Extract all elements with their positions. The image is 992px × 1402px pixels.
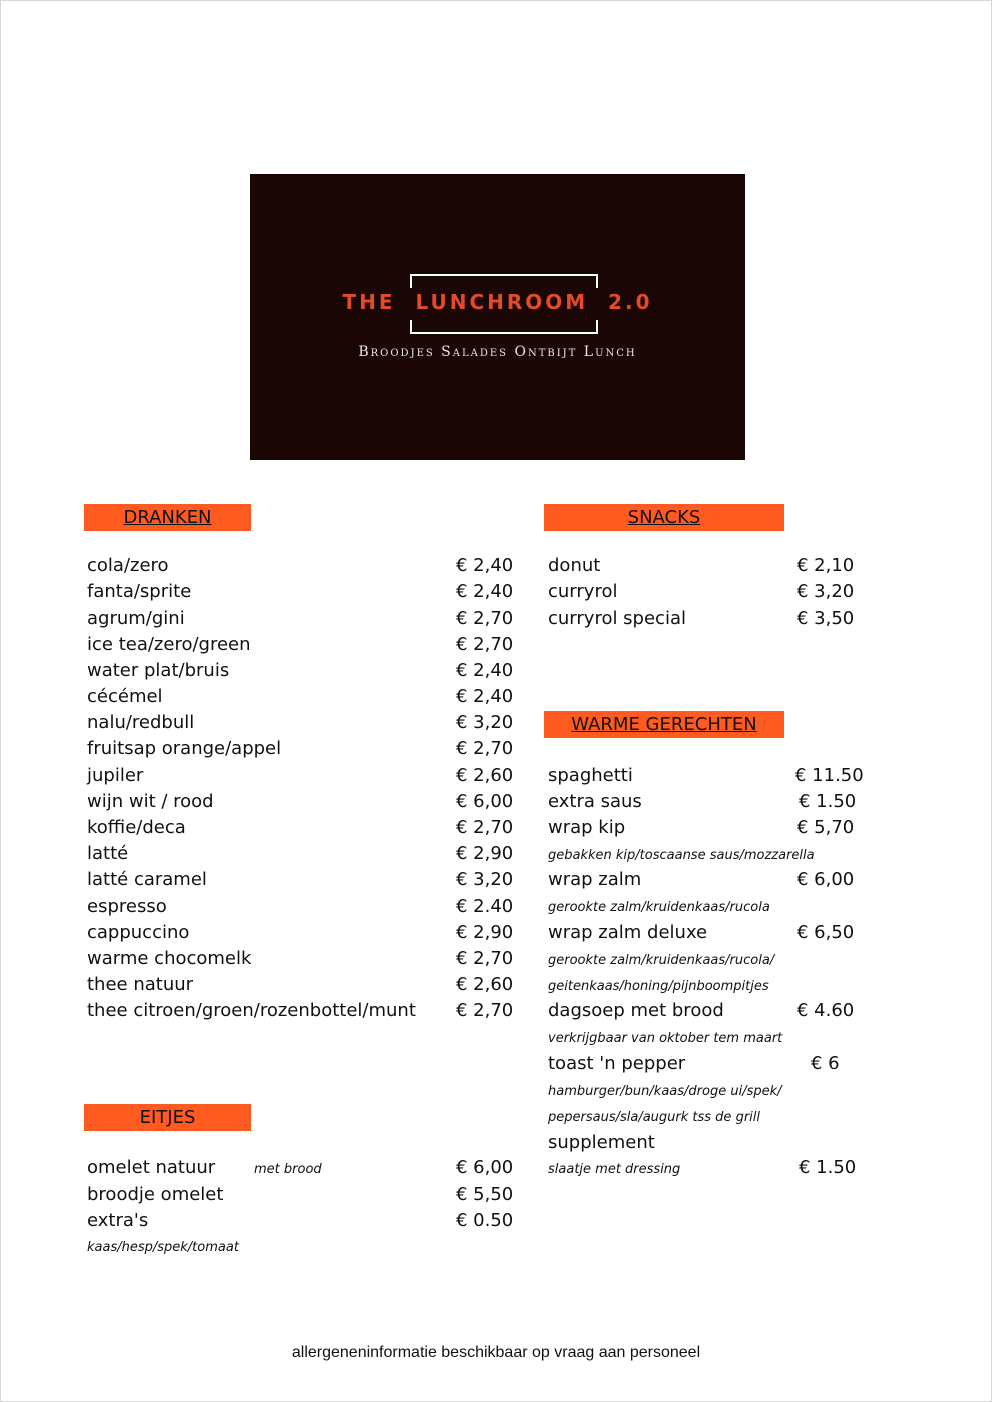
logo-block [250, 174, 745, 460]
menu-item-description: gerookte zalm/kruidenkaas/rucola [548, 900, 770, 915]
logo-title: THE LUNCHROOM 2.0 [342, 290, 653, 314]
menu-item-price: € 0.50 [456, 1210, 514, 1231]
menu-item-description: verkrijgbaar van oktober tem maart [548, 1031, 783, 1046]
menu-item-name: nalu/redbull [87, 712, 195, 733]
menu-item-name: ice tea/zero/green [87, 634, 251, 655]
menu-item-name: extra saus [548, 791, 642, 812]
menu-item-price: € 2,60 [456, 974, 514, 995]
menu-item-price: € 3,20 [456, 712, 514, 733]
menu-item-name: wrap zalm deluxe [548, 922, 708, 943]
menu-item-name: thee natuur [87, 974, 194, 995]
menu-item-price: € 2,60 [456, 765, 514, 786]
menu-item-name: toast 'n pepper [548, 1053, 686, 1074]
menu-item-name: spaghetti [548, 765, 633, 786]
menu-item-price: € 1.50 [799, 1157, 857, 1178]
menu-item-price: € 11.50 [795, 765, 864, 786]
menu-item-price: € 2.40 [456, 896, 514, 917]
menu-item-price: € 2,70 [456, 1000, 514, 1021]
menu-item-name: cappuccino [87, 922, 190, 943]
menu-item-price: € 2,40 [456, 686, 514, 707]
section-header-warme-gerechten [544, 711, 784, 738]
section-title-dranken: DRANKEN [123, 507, 212, 528]
menu-item-price: € 5,50 [456, 1184, 514, 1205]
menu-item-price: € 6,00 [456, 791, 514, 812]
section-title-warme-gerechten: WARME GERECHTEN [571, 714, 757, 735]
allergen-footer-note: allergeneninformatie beschikbaar op vraag aan personeel [291, 1344, 701, 1361]
menu-item-name: wijn wit / rood [87, 791, 214, 812]
menu-item-price: € 2,40 [456, 660, 514, 681]
menu-item-name: latté caramel [87, 869, 207, 890]
menu-item-price: € 5,70 [797, 817, 855, 838]
menu-item-description: kaas/hesp/spek/tomaat [87, 1240, 239, 1255]
menu-item-price: € 2,90 [456, 922, 514, 943]
menu-item-price: € 4.60 [797, 1000, 855, 1021]
menu-item-name: cécémel [87, 686, 163, 707]
section-title-snacks: SNACKS [627, 507, 701, 528]
section-header-snacks [544, 504, 784, 531]
menu-item-name: agrum/gini [87, 608, 185, 629]
menu-item-description: geitenkaas/honing/pijnboompitjes [548, 979, 769, 994]
menu-item-note: met brood [254, 1162, 322, 1177]
menu-item-description: gerookte zalm/kruidenkaas/rucola/ [548, 953, 775, 968]
menu-item-name: water plat/bruis [87, 660, 230, 681]
menu-item-price: € 1.50 [799, 791, 857, 812]
menu-item-description: gebakken kip/toscaanse saus/mozzarella [548, 848, 815, 863]
menu-item-name: dagsoep met brood [548, 1000, 724, 1021]
menu-item-name: fruitsap orange/appel [87, 738, 282, 759]
menu-item-price: € 6,00 [797, 869, 855, 890]
menu-item-price: € 6 [811, 1053, 840, 1074]
logo-bracket-top [410, 274, 598, 288]
menu-item-name: broodje omelet [87, 1184, 224, 1205]
menu-item-description: pepersaus/sla/augurk tss de grill [548, 1110, 760, 1125]
menu-item-description: slaatje met dressing [548, 1162, 681, 1177]
menu-item-name: fanta/sprite [87, 581, 192, 602]
menu-item-name: donut [548, 555, 601, 576]
menu-item-name: espresso [87, 896, 167, 917]
menu-item-price: € 2,10 [797, 555, 855, 576]
menu-item-price: € 2,70 [456, 608, 514, 629]
menu-item-price: € 2,70 [456, 948, 514, 969]
menu-item-price: € 2,40 [456, 555, 514, 576]
section-title-eitjes: EITJES [139, 1107, 196, 1128]
menu-item-price: € 2,70 [456, 738, 514, 759]
menu-item-price: € 3,50 [797, 608, 855, 629]
menu-item-price: € 3,20 [797, 581, 855, 602]
section-header-dranken [84, 504, 251, 531]
logo-subtitle: Broodjes Salades Ontbijt Lunch [358, 344, 637, 360]
menu-item-description: hamburger/bun/kaas/droge ui/spek/ [548, 1084, 782, 1099]
menu-item-name: wrap kip [548, 817, 626, 838]
menu-item-name: curryrol [548, 581, 618, 602]
menu-item-name: thee citroen/groen/rozenbottel/munt [87, 1000, 416, 1021]
menu-item-name: jupiler [87, 765, 144, 786]
menu-item-name: curryrol special [548, 608, 686, 629]
menu-item-name: omelet natuur [87, 1157, 216, 1178]
section-header-eitjes [84, 1104, 251, 1131]
menu-item-name: wrap zalm [548, 869, 642, 890]
menu-item-name: warme chocomelk [87, 948, 252, 969]
menu-item-name: extra's [87, 1210, 149, 1231]
menu-item-price: € 3,20 [456, 869, 514, 890]
logo-bracket-bottom [410, 320, 598, 334]
menu-item-name: supplement [548, 1132, 655, 1153]
menu-item-name: cola/zero [87, 555, 169, 576]
menu-item-price: € 6,00 [456, 1157, 514, 1178]
menu-item-name: koffie/deca [87, 817, 186, 838]
menu-item-price: € 6,50 [797, 922, 855, 943]
menu-item-price: € 2,40 [456, 581, 514, 602]
menu-item-price: € 2,90 [456, 843, 514, 864]
menu-item-price: € 2,70 [456, 634, 514, 655]
menu-item-name: latté [87, 843, 129, 864]
menu-item-price: € 2,70 [456, 817, 514, 838]
